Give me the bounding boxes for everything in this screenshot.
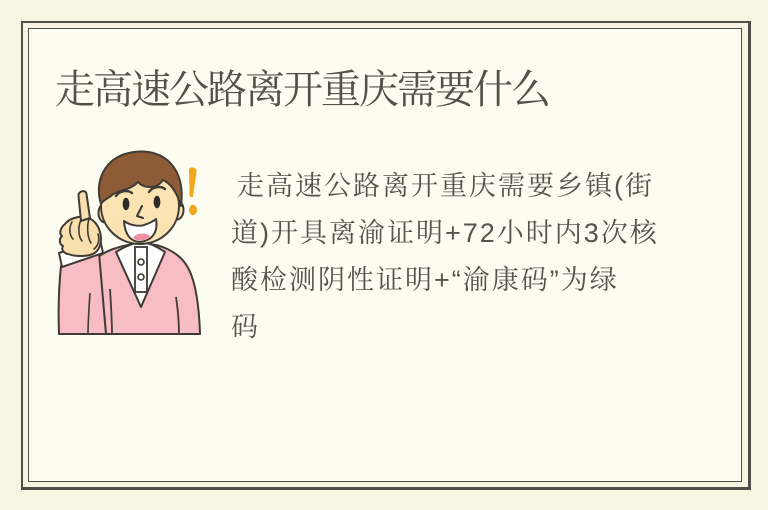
body-text-line: 道)开具离渝证明+72小时内3次核 <box>231 218 659 248</box>
man-pointing-up-illustration <box>40 140 240 350</box>
body-text-line: 码 <box>231 312 260 342</box>
head <box>99 151 184 244</box>
body-text-line: 酸检测阴性证明+“渝康码”为绿 <box>231 265 619 295</box>
pointing-finger <box>78 191 90 221</box>
page-title: 走高速公路离开重庆需要什么 <box>55 68 549 112</box>
body-text-line: 走高速公路离开重庆需要乡镇(街 <box>237 171 654 201</box>
eye-left <box>123 198 130 210</box>
exclamation-icon <box>189 167 197 215</box>
body-text <box>231 163 681 351</box>
eye-right <box>154 196 161 208</box>
